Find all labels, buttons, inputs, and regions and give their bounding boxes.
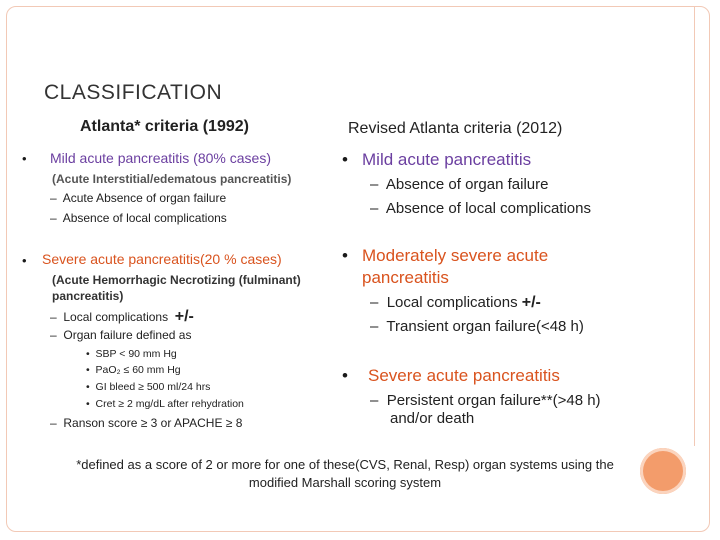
left-severe-ranson: – Ranson score ≥ 3 or APACHE ≥ 8 [50,416,243,430]
right-moderate-label-2: pancreatitis [362,268,449,287]
bullet-severe-right: • [342,366,348,385]
bullet-mild-left: • [22,151,27,166]
left-severe-sub-2: pancreatitis) [52,289,124,303]
slide-title: CLASSIFICATION [44,81,223,104]
criteria-item-1: • SBP < 90 mm Hg [86,348,177,360]
left-severe-label: Severe acute pancreatitis(20 % cases) [42,251,282,267]
decorative-circle [640,448,686,494]
footnote-line-2: modified Marshall scoring system [248,475,442,490]
left-severe-local: – Local complications +/- [50,308,194,325]
right-mild-item-2: – Absence of local complications [370,200,591,217]
right-moderate-transient: – Transient organ failure(<48 h) [370,318,584,335]
right-column-heading: Revised Atlanta criteria (2012) [348,120,563,137]
right-severe-label: Severe acute pancreatitis [368,366,560,385]
right-mild-item-1: – Absence of organ failure [370,176,549,193]
left-mild-label: Mild acute pancreatitis (80% cases) [50,150,271,166]
frame-right-line [694,6,695,446]
right-moderate-local: – Local complications +/- [370,294,541,311]
right-moderate-label-1: Moderately severe acute [362,246,549,265]
footnote-line-1: *defined as a score of 2 or more for one of these(CVS, Renal, Resp) organ systems using the [76,457,614,472]
left-column-heading: Atlanta* criteria (1992) [80,118,249,135]
left-severe-sub-1: (Acute Hemorrhagic Necrotizing (fulminant) [52,273,301,287]
bullet-mild-right: • [342,150,348,169]
footnote [50,456,640,492]
bullet-severe-left: • [22,253,27,268]
bullet-moderate-right: • [342,246,348,265]
left-mild-item-2: – Absence of local complications [50,211,227,225]
left-severe-organ: – Organ failure defined as [50,328,192,342]
right-severe-persistent-2: and/or death [390,410,475,427]
criteria-item-4: • Cret ≥ 2 mg/dL after rehydration [86,398,244,410]
right-severe-persistent-1: – Persistent organ failure**(>48 h) [370,392,601,409]
criteria-item-3: • GI bleed ≥ 500 ml/24 hrs [86,381,211,393]
criteria-item-2: • PaO₂ ≤ 60 mm Hg [86,364,181,376]
left-mild-item-1: – Acute Absence of organ failure [50,191,227,205]
right-mild-label: Mild acute pancreatitis [362,150,532,169]
left-mild-sub: (Acute Interstitial/edematous pancreatitis) [52,172,292,186]
